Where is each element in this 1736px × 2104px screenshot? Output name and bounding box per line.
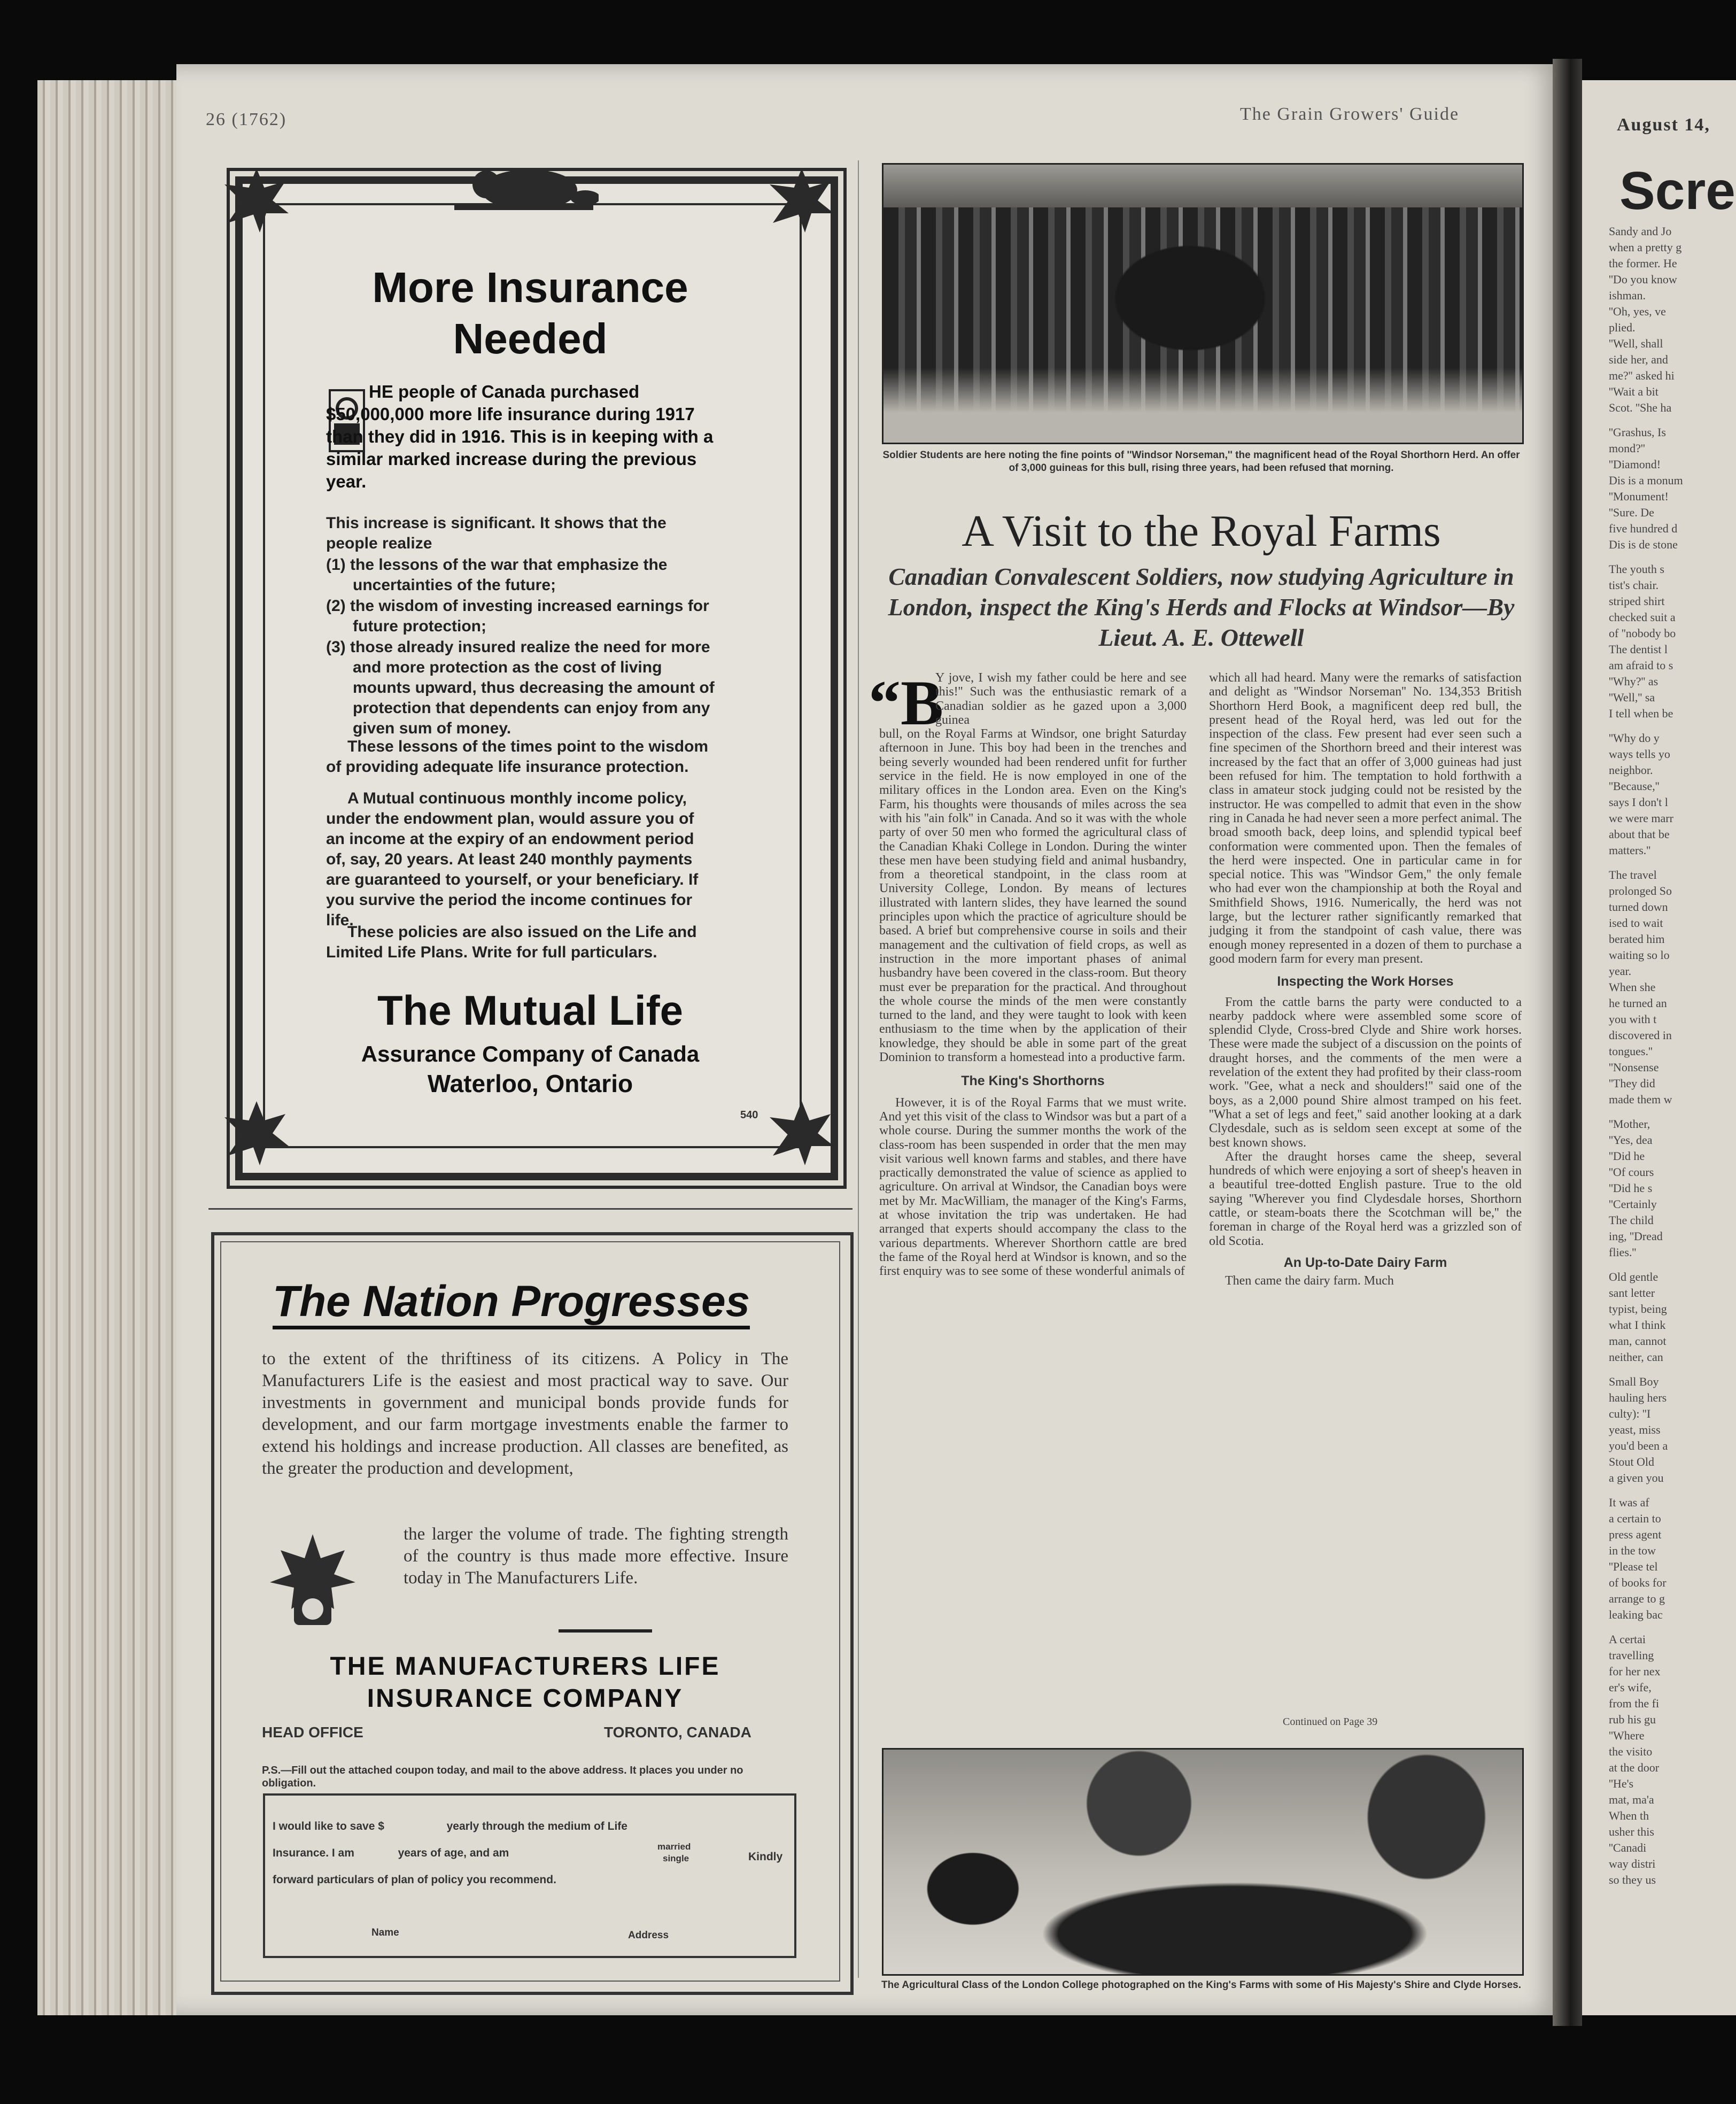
- facing-page-line: ing, ''Dread: [1609, 1229, 1663, 1243]
- facing-page-line: ''Why?'' as: [1609, 675, 1658, 688]
- facing-page-line: ''Oh, yes, ve: [1609, 305, 1666, 318]
- facing-page-line: ''Of cours: [1609, 1165, 1654, 1179]
- facing-page-line: made them w: [1609, 1093, 1672, 1106]
- facing-page-line: says I don't l: [1609, 795, 1668, 809]
- photo-caption-2: The Agricultural Class of the London College photographed on the King's Farms with some of His Majesty's Shire and Clyde Horses.: [881, 1979, 1522, 1991]
- facing-page-line: arrange to g: [1609, 1592, 1665, 1605]
- facing-page-line: flies.'': [1609, 1246, 1637, 1259]
- coupon-instructions: P.S.—Fill out the attached coupon today, and mail to the above address. It places you under no obligation.: [262, 1765, 743, 1789]
- article-column-1: [879, 671, 1187, 1278]
- mutual-company-subtitle: Assurance Company of Canada: [361, 1041, 700, 1066]
- facing-page-line: mat, ma'a: [1609, 1793, 1654, 1806]
- mutual-ad-point-1: (1) the lessons of the war that emphasize the uncertainties of the future;: [326, 556, 668, 594]
- facing-page-line: discovered in: [1609, 1028, 1672, 1042]
- facing-page-line: man, cannot: [1609, 1334, 1667, 1348]
- facing-page-line: of ''nobody bo: [1609, 626, 1676, 640]
- facing-page-line: typist, being: [1609, 1302, 1667, 1316]
- subhead-work-horses: Inspecting the Work Horses: [1277, 974, 1454, 989]
- facing-page-line: he turned an: [1609, 996, 1667, 1010]
- facing-page-line: what I think: [1609, 1318, 1666, 1332]
- coupon-address-label[interactable]: Address: [628, 1930, 669, 1941]
- page-number: 26 (1762): [206, 110, 287, 129]
- facing-page-line: the former. He: [1609, 257, 1677, 270]
- mutual-ad-title-line2: Needed: [453, 315, 608, 362]
- facing-page-line: in the tow: [1609, 1544, 1656, 1557]
- facing-page-line: striped shirt: [1609, 594, 1665, 608]
- mutual-ad-title-line1: More Insurance: [372, 264, 688, 311]
- facing-page-line: ''Where: [1609, 1729, 1645, 1742]
- beaver-icon: [449, 152, 599, 216]
- facing-page-line: When th: [1609, 1809, 1649, 1822]
- facing-page-line: ''Canadi: [1609, 1841, 1647, 1854]
- facing-page-line: er's wife,: [1609, 1681, 1652, 1694]
- facing-page-line: tist's chair.: [1609, 578, 1659, 592]
- facing-page-line: ''Sure. De: [1609, 506, 1654, 519]
- facing-page-line: press agent: [1609, 1528, 1662, 1541]
- head-office-label: HEAD OFFICE: [262, 1724, 363, 1741]
- column-1-lead: Y jove, I wish my father could be here and see this!'' Such was the enthusiastic remark of a Canadian soldier as he gazed upon a 3,000 guinea: [935, 671, 1187, 727]
- facing-page-line: ''Did he s: [1609, 1181, 1653, 1195]
- facing-page-line: berated him: [1609, 932, 1665, 946]
- manufacturers-ad-title: The Nation Progresses: [273, 1277, 750, 1327]
- facing-page-line: ''Wait a bit: [1609, 385, 1658, 398]
- facing-page-line: Stout Old: [1609, 1455, 1654, 1468]
- facing-page-line: ''Please tel: [1609, 1560, 1658, 1573]
- coupon-line-3: forward particulars of plan of policy you recommend.: [273, 1874, 556, 1886]
- mutual-ad-point-3: (3) those already insured realize the need for more and more protection as the cost of living mounts upward, thus decreasing the amount of protection that dependents can enjoy from any given sum of money.: [326, 638, 715, 737]
- facing-page-heading: Scre: [1619, 161, 1735, 221]
- facing-page-line: sant letter: [1609, 1286, 1655, 1299]
- column-divider: [208, 1208, 852, 1210]
- facing-page-line: side her, and: [1609, 353, 1668, 366]
- mutual-ad-intro: This increase is significant. It shows that the people realize: [326, 514, 666, 552]
- facing-page-line: ''Certainly: [1609, 1197, 1657, 1211]
- column-2-paragraph-1: which all had heard. Many were the remarks of satisfaction and delight as ''Windsor Norseman'' No. 134,353 British Shorthorn Herd Book, a magnificent deep red bull, the present head of the Royal herd, was led out for the inspection of the class. Few present had ever seen such a fine specimen of the Shorthorn breed and their interest was increased by the fact that an offer of 3,000 guineas had just been refused for him. The temptation to hold forthwith a class in amateur stock judging could not be resisted by the instructor. He was compelled to admit that even in the show ring in Canada he had never seen a more perfect animal. The broad smooth back, deep loins, and splendid typical beef conformation were commented upon. Then the females of the herd were inspected. One in particular came in for special notice. This was ''Windsor Gem,'' the only female who had ever won the championship at both the Royal and Smithfield Shows, 1916. Numerically, the herd was not large, but the lecturer rather significantly remarked that judging it from the standpoint of cash value, there was enough money represented in a dozen of them to purchase a good modern farm for every man present.: [1209, 671, 1522, 966]
- facing-page-line: checked suit a: [1609, 610, 1676, 624]
- manufacturers-ad-body-1: to the extent of the thriftiness of its citizens. A Policy in The Manufacturers Life is the easiest and most practical way to save. Our investments in government and municipal bonds provide funds for development, and our farm mortgage investments enable the farmer to extend his holdings and increase production. All classes are benefited, as the greater the production and development,: [262, 1349, 788, 1478]
- facing-page-line: ''Grashus, Is: [1609, 426, 1666, 439]
- facing-page-line: when a pretty g: [1609, 241, 1682, 254]
- facing-page-line: I tell when be: [1609, 707, 1673, 720]
- photo-caption-1: Soldier Students are here noting the fine points of ''Windsor Norseman,'' the magnificent head of the Royal Shorthorn Herd. An offer of 3,000 guineas for this bull, rising three years, had been refused that morning.: [882, 450, 1520, 474]
- facing-page-line: mond?'': [1609, 442, 1645, 455]
- facing-page-line: five hundred d: [1609, 522, 1678, 535]
- facing-page-line: ''Do you know: [1609, 273, 1677, 286]
- facing-page-line: The youth s: [1609, 562, 1664, 576]
- facing-page-line: ''Well, shall: [1609, 337, 1663, 350]
- coupon-line-1: I would like to save $ yearly through the medium of Life: [273, 1820, 627, 1832]
- facing-page-line: A certai: [1609, 1633, 1646, 1646]
- facing-page-line: way distri: [1609, 1857, 1656, 1870]
- facing-page-line: the visito: [1609, 1745, 1653, 1758]
- facing-page-line: of books for: [1609, 1576, 1667, 1589]
- facing-page-line: Old gentle: [1609, 1270, 1658, 1283]
- facing-page-line: travelling: [1609, 1649, 1654, 1662]
- facing-page-line: ''They did: [1609, 1077, 1655, 1090]
- facing-page-line: ''Well,'' sa: [1609, 691, 1655, 704]
- facing-page-line: you with t: [1609, 1012, 1657, 1026]
- subhead-kings-shorthorns: The King's Shorthorns: [961, 1073, 1105, 1089]
- facing-page-line: It was af: [1609, 1496, 1649, 1509]
- column-2-paragraph-4: Then came the dairy farm. Much: [1225, 1274, 1394, 1288]
- facing-page-line: usher this: [1609, 1825, 1654, 1838]
- column-divider-vertical: [858, 160, 859, 1978]
- facing-page-line: turned down: [1609, 900, 1668, 914]
- facing-page-line: The dentist l: [1609, 643, 1668, 656]
- column-2-paragraph-2: From the cattle barns the party were conducted to a nearby paddock where were assembled some score of splendid Clyde, Cross-bred Clyde and Shire work horses. These were made the subject of a discussion on the points of draught horses, and the comments of the men were a revelation of the extent they had profited by their class-room work. ''Gee, what a neck and shoulders!'' said one of the boys, as a 2,000 pound Shire almost tramped on his feet. ''What a set of legs and feet,'' said another looking at a dark Clydesdale, such as is seldom seen except at some of the best known shows.: [1209, 995, 1522, 1150]
- facing-page-line: Dis is a monum: [1609, 474, 1683, 487]
- coupon-kindly: Kindly: [748, 1851, 783, 1863]
- coupon-single-option[interactable]: single: [663, 1853, 689, 1863]
- facing-page-line: matters.'': [1609, 844, 1651, 857]
- facing-page-line: ''He's: [1609, 1777, 1634, 1790]
- facing-page-line: so they us: [1609, 1873, 1656, 1886]
- mutual-ad-point-2: (2) the wisdom of investing increased earnings for future protection;: [326, 597, 709, 635]
- facing-page-line: prolonged So: [1609, 884, 1672, 898]
- facing-page-line: waiting so lo: [1609, 948, 1670, 962]
- facing-page-line: a given you: [1609, 1471, 1664, 1484]
- facing-page-line: for her nex: [1609, 1665, 1661, 1678]
- facing-page-line: am afraid to s: [1609, 659, 1673, 672]
- facing-page-line: yeast, miss: [1609, 1423, 1661, 1436]
- facing-page-line: The child: [1609, 1213, 1654, 1227]
- mutual-ad-paragraph-4: These policies are also issued on the Life and Limited Life Plans. Write for full particulars.: [326, 923, 697, 961]
- facing-page-line: hauling hers: [1609, 1391, 1667, 1404]
- drop-cap: “B: [869, 667, 944, 738]
- facing-page-line: leaking bac: [1609, 1608, 1663, 1621]
- facing-page-line: Sandy and Jo: [1609, 225, 1672, 238]
- article-title: A Visit to the Royal Farms: [962, 506, 1441, 556]
- facing-page-line: rub his gu: [1609, 1713, 1656, 1726]
- facing-page-line: we were marr: [1609, 811, 1673, 825]
- column-1-paragraph-1: bull, on the Royal Farms at Windsor, one bright Saturday afternoon in June. This boy had been in the trenches and being severly wounded had been rendered unfit for further service in the field. He is now employed in one of the military offices in the London area. Even on the King's Farm, his thoughts were thousands of miles across the sea with his ''ain folk'' in Canada. And so it was with the whole party of over 50 men who formed the agricultural class of the Canadian Khaki College in London. During the winter these men have been studying field and animal husbandry, from a theoretical standpoint, in the class room at University College, London. By means of lectures illustrated with lantern slides, they have learned the sound principles upon which the practice of agriculture should be based. A brief but comprehensive course in soils and their management and the cultivation of field crops, as well as instruction in the more important phases of animal husbandry have been covered in the class-room. But theory must ever be preparation for the practical. And throughout the whole course the minds of the men were constantly turned to the land, and they were taught to look with keen enthusiasm to the time when by the application of their knowledge, they should be able in some part of the great Dominion to transform a homestead into a productive farm.: [879, 727, 1187, 1065]
- mutual-company-name: The Mutual Life: [377, 987, 683, 1034]
- mutual-ad-lead-paragraph: HE people of Canada purchased $50,000,000 more life insurance during 1917 than they did in 1916. This is in keeping with a similar marked increase during the previous year.: [326, 382, 714, 491]
- facing-page-date: August 14,: [1617, 115, 1710, 135]
- manufacturers-ad-body-2: the larger the volume of trade. The fighting strength of the country is thus made more effective. Insure today in The Manufacturers Life.: [404, 1525, 788, 1588]
- mutual-ad-paragraph-2: These lessons of the times point to the wisdom of providing adequate life insurance protection.: [326, 738, 709, 776]
- column-2-paragraph-3: After the draught horses came the sheep, several hundreds of which were enjoying a sort of sheep's heaven in a beautiful tree-dotted English pasture. True to the old saying ''Wherever you find Clydesdale horses, Shorthorn cattle, or steam-boats there the Scotchman will be,'' the foreman in charge of the Royal herd was a grizzled son of old Scotia.: [1209, 1149, 1522, 1248]
- coupon-married-option[interactable]: married: [657, 1842, 691, 1852]
- facing-page-line: ishman.: [1609, 289, 1646, 302]
- facing-page-line: neighbor.: [1609, 763, 1653, 777]
- facing-page-line: you'd been a: [1609, 1439, 1668, 1452]
- mutual-company-location: Waterloo, Ontario: [427, 1070, 633, 1097]
- manufacturers-ad-rule: [559, 1629, 652, 1633]
- facing-page-line: culty): ''I: [1609, 1407, 1651, 1420]
- head-office-city: TORONTO, CANADA: [604, 1724, 751, 1741]
- facing-page-line: ''Did he: [1609, 1149, 1645, 1163]
- facing-page-line: ''Nonsense: [1609, 1061, 1659, 1074]
- facing-page-line: year.: [1609, 964, 1632, 978]
- facing-page-line: ised to wait: [1609, 916, 1663, 930]
- facing-page-line: from the fi: [1609, 1697, 1660, 1710]
- facing-page-line: me?'' asked hi: [1609, 369, 1675, 382]
- publication-name: The Grain Growers' Guide: [1240, 104, 1460, 124]
- manufacturers-company-line2: INSURANCE COMPANY: [367, 1684, 684, 1713]
- coupon-line-2: Insurance. I am years of age, and am: [273, 1847, 509, 1859]
- subhead-dairy-farm: An Up-to-Date Dairy Farm: [1283, 1255, 1447, 1270]
- coupon-name-label[interactable]: Name: [371, 1927, 399, 1938]
- photo-agricultural-class-horses: [882, 1748, 1524, 1976]
- facing-page-line: neither, can: [1609, 1350, 1663, 1364]
- article-column-2: [1209, 671, 1522, 1288]
- facing-page-line: Dis is de stone: [1609, 538, 1678, 551]
- mutual-ad-paragraph-3: A Mutual continuous monthly income policy, under the endowment plan, would assure you of an income at the expiry of an endowment period of, say, 20 years. At least 240 monthly payments are guaranteed to yourself, or your beneficiary. If you survive the period the income continues for life.: [326, 790, 699, 929]
- facing-page-line: ''Mother,: [1609, 1117, 1650, 1131]
- facing-page-line: ''Diamond!: [1609, 458, 1661, 471]
- column-1-paragraph-2: However, it is of the Royal Farms that we must write. And yet this visit of the class to Windsor was but a part of a whole course. During the summer months the work of the class-room has been suspended in order that the men may visit various well known farms and stables, and there have practically demonstrated the value of science as applied to agriculture. On arrival at Windsor, the Canadian boys were met by Mr. MacWilliam, the manager of the King's Farms, at whose invitation the trip was undertaken. He had arranged that experts should accompany the class to the various departments. Wherever Shorthorn cattle are bred the fame of the Royal herd at Windsor is known, and so the first enquiry was to see some of these wonderful animals of: [879, 1095, 1187, 1279]
- facing-page-line: When she: [1609, 980, 1656, 994]
- facing-page-line: ''Yes, dea: [1609, 1133, 1653, 1147]
- facing-page-line: Scot. ''She ha: [1609, 401, 1672, 414]
- mutual-ad-number: 540: [740, 1109, 758, 1121]
- facing-page-line: ''Because,'': [1609, 779, 1660, 793]
- book-spine: [1553, 59, 1582, 2026]
- facing-page-line: ways tells yo: [1609, 747, 1670, 761]
- page-stack-edges: [37, 80, 176, 2015]
- facing-page-line: Small Boy: [1609, 1375, 1659, 1388]
- photo-soldier-students-bull: [882, 163, 1524, 444]
- facing-page-line: tongues.'': [1609, 1045, 1653, 1058]
- facing-page-line: plied.: [1609, 321, 1636, 334]
- facing-page-line: about that be: [1609, 827, 1670, 841]
- facing-page-line: at the door: [1609, 1761, 1660, 1774]
- facing-page-line: The travel: [1609, 868, 1657, 881]
- facing-page-line: ''Monument!: [1609, 490, 1669, 503]
- manufacturers-company-line1: THE MANUFACTURERS LIFE: [330, 1652, 720, 1681]
- maple-leaf-crest-icon: [265, 1529, 361, 1636]
- article-subtitle: Canadian Convalescent Soldiers, now studying Agriculture in London, inspect the King's Herds and Flocks at Windsor—By Lieut. A. E. Ottewell: [888, 563, 1515, 651]
- facing-page-line: a certain to: [1609, 1512, 1661, 1525]
- facing-page-line: ''Why do y: [1609, 731, 1660, 745]
- continued-note: Continued on Page 39: [1283, 1716, 1378, 1728]
